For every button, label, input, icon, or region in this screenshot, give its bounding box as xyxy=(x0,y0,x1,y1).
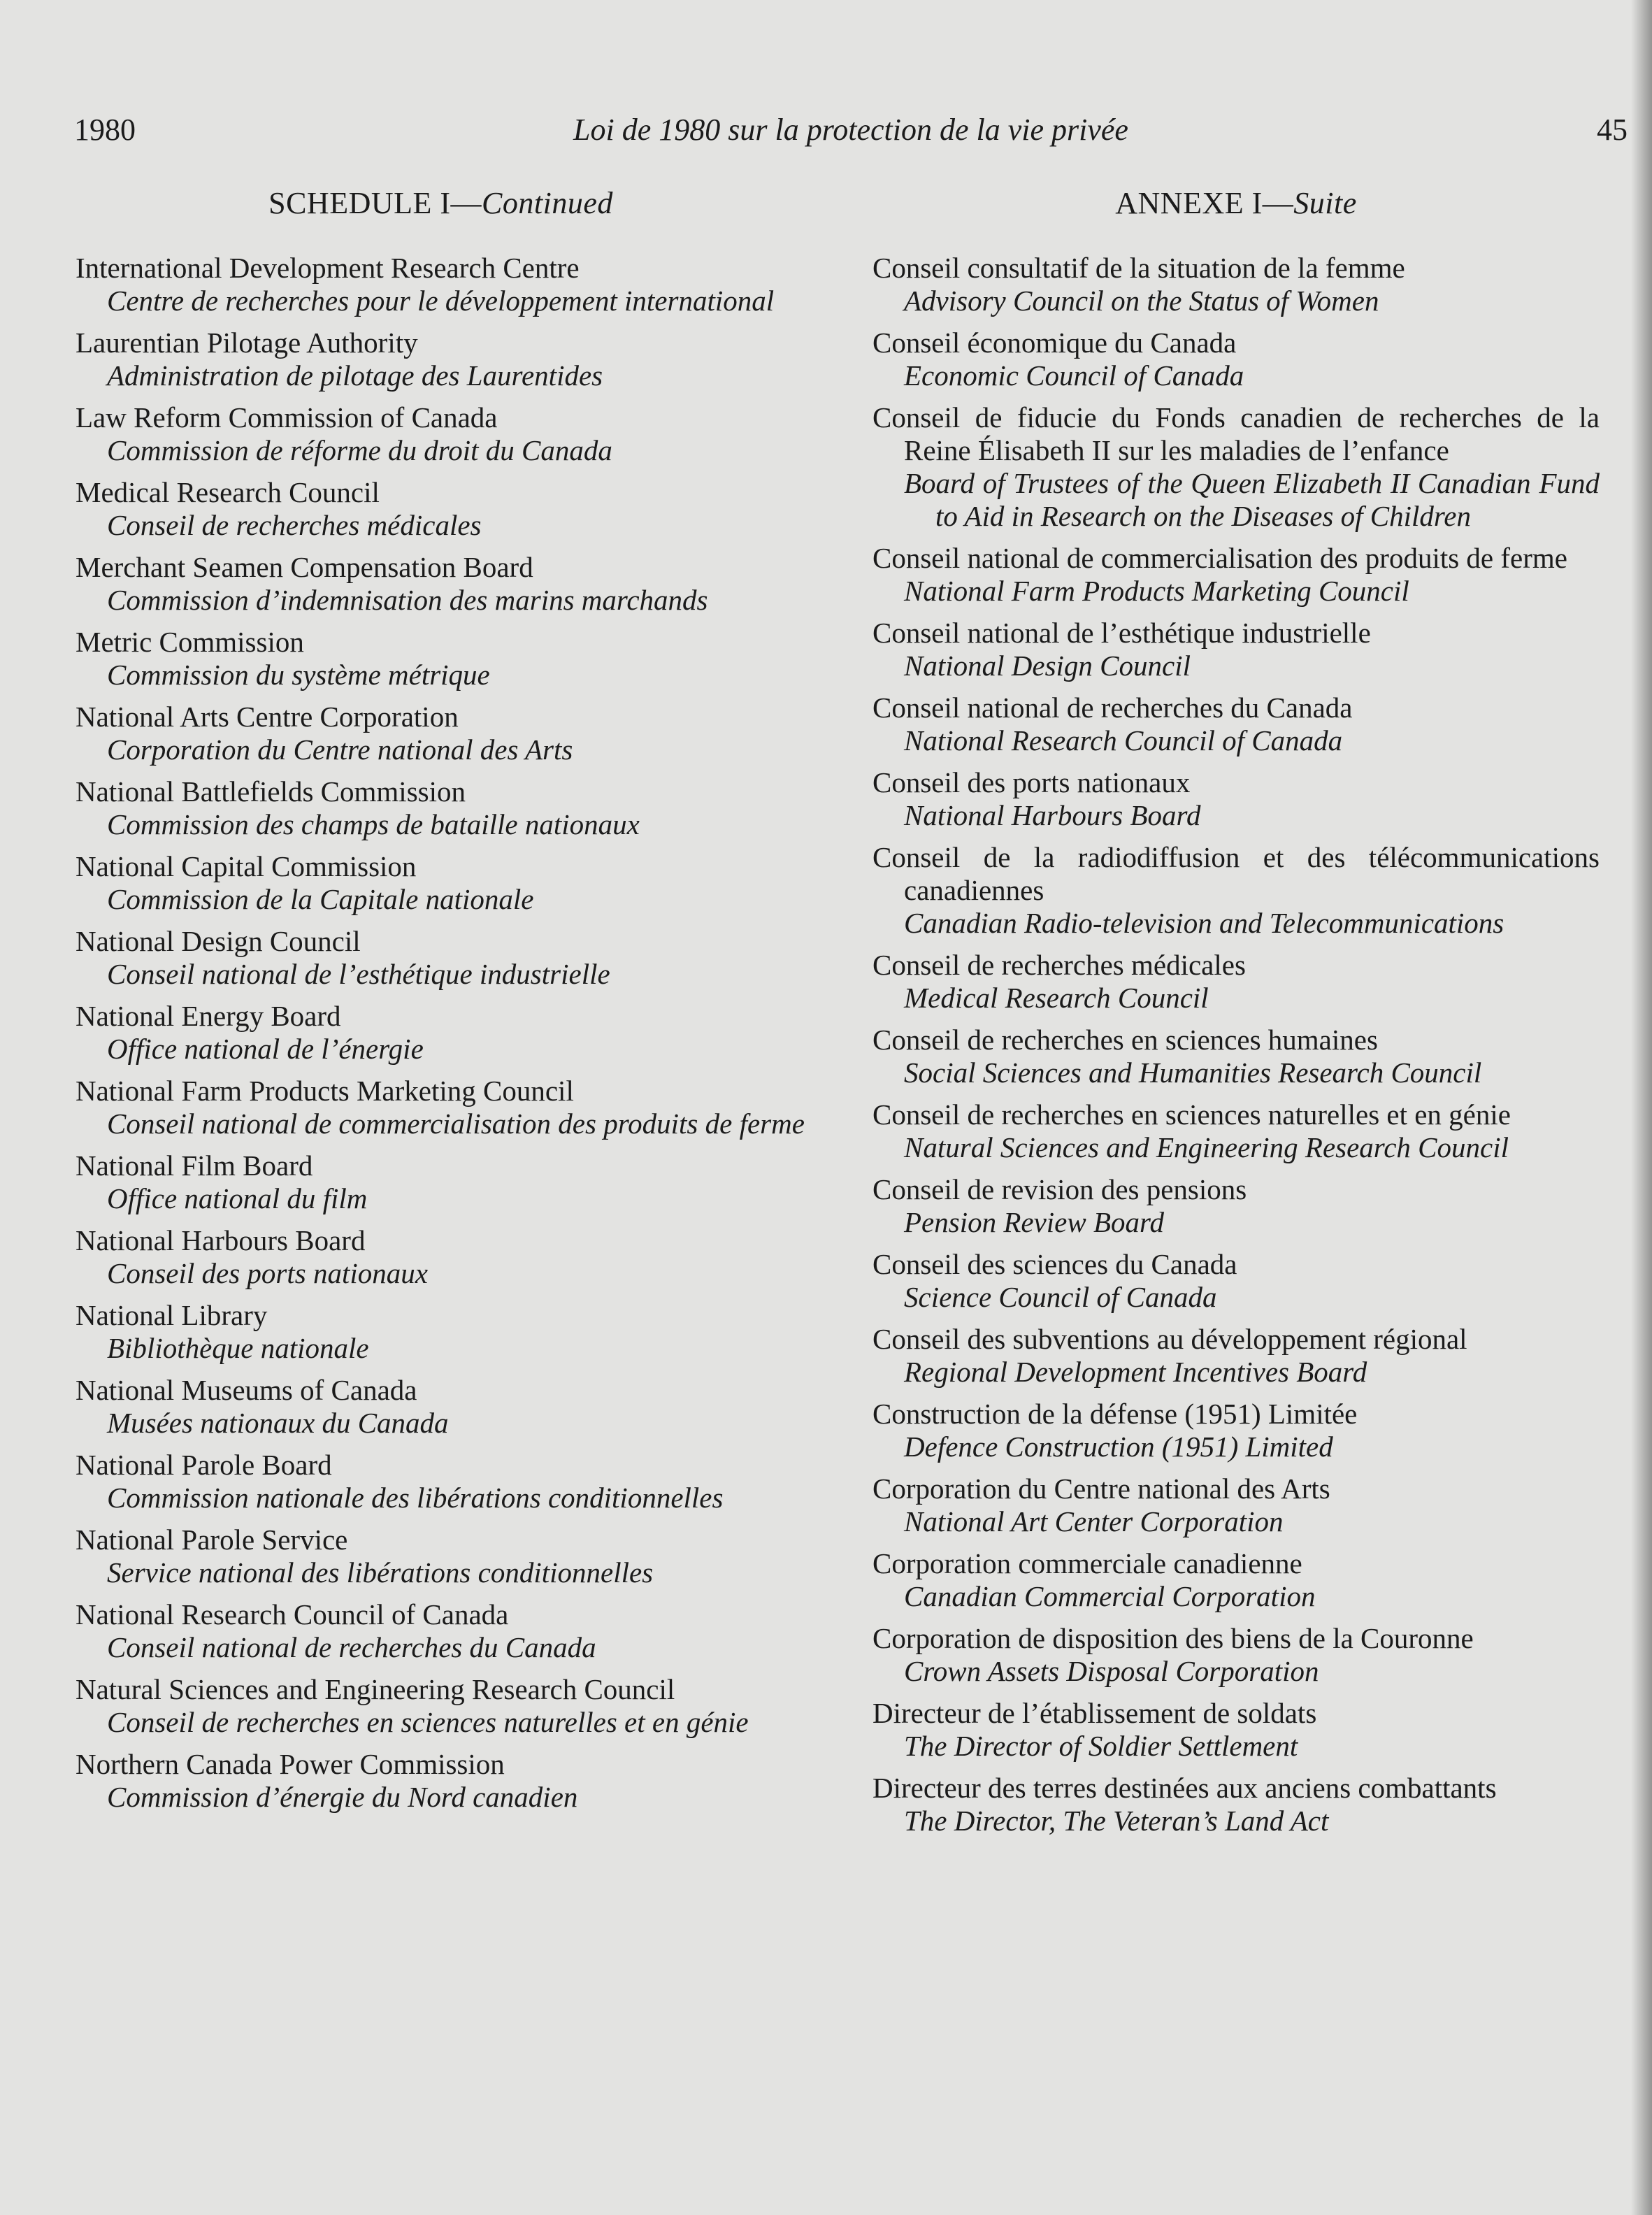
column-heading-left-main: SCHEDULE I— xyxy=(268,186,482,220)
schedule-entry xyxy=(76,401,806,467)
schedule-entry xyxy=(872,401,1600,533)
institution-translation: The Director, The Veteran’s Land Act xyxy=(904,1805,1329,1837)
institution-name: Conseil de la radiodiffusion et des télécommunications canadiennes xyxy=(872,841,1600,906)
schedule-entry xyxy=(76,1748,806,1814)
schedule-entry xyxy=(76,1075,806,1140)
institution-translation: National Farm Products Marketing Council xyxy=(904,575,1409,607)
institution-name: Conseil national de recherches du Canada xyxy=(872,691,1353,724)
institution-name: Corporation du Centre national des Arts xyxy=(872,1472,1330,1505)
institution-name: Directeur des terres destinées aux anciens combattants xyxy=(872,1772,1497,1804)
header-title: Loi de 1980 sur la protection de la vie privée xyxy=(573,113,1128,147)
running-header xyxy=(74,112,1628,154)
schedule-entry xyxy=(76,1000,806,1066)
institution-translation: Bibliothèque nationale xyxy=(107,1332,369,1364)
institution-name: Northern Canada Power Commission xyxy=(76,1748,505,1780)
schedule-entry xyxy=(872,1323,1600,1389)
institution-name: Natural Sciences and Engineering Research Council xyxy=(76,1673,675,1705)
schedule-entry xyxy=(76,701,806,766)
schedule-entry xyxy=(76,626,806,691)
schedule-entry xyxy=(872,1547,1600,1613)
institution-translation: Commission des champs de bataille nationaux xyxy=(107,808,640,840)
institution-translation: Centre de recherches pour le développement international xyxy=(107,285,775,317)
schedule-entry xyxy=(872,1173,1600,1239)
schedule-entry xyxy=(76,1299,806,1365)
institution-translation: Office national de l’énergie xyxy=(107,1033,424,1065)
institution-translation: Commission du système métrique xyxy=(107,659,490,691)
schedule-entry xyxy=(76,1673,806,1739)
institution-translation: Science Council of Canada xyxy=(904,1281,1217,1313)
header-year: 1980 xyxy=(74,113,136,147)
schedule-entry xyxy=(76,775,806,841)
schedule-entry xyxy=(872,617,1600,682)
entry-list-right xyxy=(872,252,1600,1837)
institution-name: Conseil des subventions au développement régional xyxy=(872,1323,1467,1355)
institution-name: National Library xyxy=(76,1299,268,1331)
column-heading-right-main: ANNEXE I— xyxy=(1115,186,1294,220)
institution-translation: Office national du film xyxy=(107,1182,368,1214)
institution-name: National Museums of Canada xyxy=(76,1374,417,1406)
page-edge-shadow xyxy=(1631,0,1652,2215)
institution-name: National Battlefields Commission xyxy=(76,775,466,808)
institution-translation: Defence Construction (1951) Limited xyxy=(904,1431,1333,1463)
schedule-entry xyxy=(76,327,806,392)
institution-name: National Harbours Board xyxy=(76,1224,366,1256)
schedule-entry xyxy=(76,1524,806,1589)
institution-translation: National Design Council xyxy=(904,650,1191,682)
institution-translation: Canadian Commercial Corporation xyxy=(904,1580,1316,1612)
schedule-entry xyxy=(76,1598,806,1664)
institution-translation: Conseil national de l’esthétique industrielle xyxy=(107,958,610,990)
institution-name: Conseil de recherches en sciences naturelles et en génie xyxy=(872,1098,1511,1131)
institution-translation: Corporation du Centre national des Arts xyxy=(107,733,573,766)
institution-name: Conseil national de commercialisation des produits de ferme xyxy=(872,542,1567,574)
institution-name: Conseil consultatif de la situation de la femme xyxy=(872,252,1405,284)
institution-translation: Advisory Council on the Status of Women xyxy=(904,285,1379,317)
schedule-entry xyxy=(872,1697,1600,1763)
schedule-entry xyxy=(872,1248,1600,1314)
column-heading-left-suffix: Continued xyxy=(482,186,613,220)
institution-translation: Musées nationaux du Canada xyxy=(107,1407,449,1439)
column-heading-right xyxy=(872,185,1600,221)
institution-translation: Commission de la Capitale nationale xyxy=(107,883,534,915)
institution-translation: Social Sciences and Humanities Research Council xyxy=(904,1056,1482,1089)
institution-name: Corporation de disposition des biens de la Couronne xyxy=(872,1622,1474,1654)
institution-translation: Commission nationale des libérations conditionnelles xyxy=(107,1482,724,1514)
schedule-entry xyxy=(872,1024,1600,1089)
institution-translation: Economic Council of Canada xyxy=(904,359,1244,392)
schedule-entry xyxy=(872,542,1600,608)
institution-name: National Design Council xyxy=(76,925,361,957)
institution-translation: National Harbours Board xyxy=(904,799,1201,831)
institution-translation: Regional Development Incentives Board xyxy=(904,1356,1367,1388)
schedule-entry xyxy=(872,1098,1600,1164)
institution-name: Conseil économique du Canada xyxy=(872,327,1237,359)
institution-translation: Administration de pilotage des Laurentides xyxy=(107,359,603,392)
institution-translation: Canadian Radio-television and Telecommunications xyxy=(904,907,1504,939)
institution-name: National Arts Centre Corporation xyxy=(76,701,459,733)
institution-translation: Board of Trustees of the Queen Elizabeth II Canadian Fund to Aid in Research on the Diseases of Children xyxy=(904,467,1600,532)
institution-translation: The Director of Soldier Settlement xyxy=(904,1730,1298,1762)
schedule-entry xyxy=(872,1622,1600,1688)
schedule-entry xyxy=(872,691,1600,757)
schedule-entry xyxy=(872,841,1600,940)
schedule-entry xyxy=(872,766,1600,832)
institution-name: Corporation commerciale canadienne xyxy=(872,1547,1302,1579)
column-heading-left xyxy=(76,185,806,221)
institution-translation: Conseil des ports nationaux xyxy=(107,1257,428,1289)
institution-name: National Farm Products Marketing Council xyxy=(76,1075,574,1107)
institution-translation: Conseil de recherches en sciences naturelles et en génie xyxy=(107,1706,749,1738)
schedule-entry xyxy=(76,1224,806,1290)
schedule-entry xyxy=(872,252,1600,317)
institution-name: National Research Council of Canada xyxy=(76,1598,509,1630)
institution-name: Construction de la défense (1951) Limitée xyxy=(872,1398,1358,1430)
institution-name: Law Reform Commission of Canada xyxy=(76,401,498,433)
institution-translation: Natural Sciences and Engineering Research Council xyxy=(904,1131,1509,1163)
institution-name: National Capital Commission xyxy=(76,850,417,882)
institution-name: Conseil des ports nationaux xyxy=(872,766,1191,798)
schedule-entry xyxy=(872,949,1600,1015)
institution-name: National Parole Board xyxy=(76,1449,332,1481)
institution-name: International Development Research Centre xyxy=(76,252,580,284)
schedule-entry xyxy=(872,1398,1600,1463)
schedule-column-french xyxy=(872,185,1600,1847)
institution-name: National Energy Board xyxy=(76,1000,341,1032)
entry-list-left xyxy=(76,252,806,1814)
schedule-entry xyxy=(76,1149,806,1215)
schedule-entry xyxy=(76,925,806,991)
institution-translation: Conseil national de recherches du Canada xyxy=(107,1631,596,1663)
institution-name: Conseil de recherches médicales xyxy=(872,949,1246,981)
institution-translation: National Art Center Corporation xyxy=(904,1505,1284,1537)
institution-translation: Conseil de recherches médicales xyxy=(107,509,482,541)
schedule-entry xyxy=(872,1772,1600,1837)
institution-translation: Medical Research Council xyxy=(904,982,1209,1014)
institution-name: National Parole Service xyxy=(76,1524,348,1556)
column-heading-right-suffix: Suite xyxy=(1293,186,1357,220)
institution-name: National Film Board xyxy=(76,1149,313,1182)
schedule-entry xyxy=(76,1374,806,1440)
schedule-entry xyxy=(76,850,806,916)
schedule-entry xyxy=(872,327,1600,392)
schedule-entry xyxy=(76,1449,806,1514)
institution-name: Laurentian Pilotage Authority xyxy=(76,327,418,359)
page-number: 45 xyxy=(1597,113,1628,147)
institution-translation: Commission de réforme du droit du Canada xyxy=(107,434,612,466)
institution-name: Conseil de recherches en sciences humaines xyxy=(872,1024,1378,1056)
institution-name: Conseil de fiducie du Fonds canadien de recherches de la Reine Élisabeth II sur les maladies de l’enfance xyxy=(872,401,1600,466)
schedule-column-english xyxy=(76,185,806,1823)
institution-translation: Crown Assets Disposal Corporation xyxy=(904,1655,1319,1687)
institution-translation: Commission d’énergie du Nord canadien xyxy=(107,1781,578,1813)
institution-translation: National Research Council of Canada xyxy=(904,724,1343,757)
institution-name: Merchant Seamen Compensation Board xyxy=(76,551,533,583)
schedule-entry xyxy=(76,252,806,317)
institution-translation: Conseil national de commercialisation des produits de ferme xyxy=(107,1108,805,1140)
institution-name: Directeur de l’établissement de soldats xyxy=(872,1697,1317,1729)
institution-translation: Pension Review Board xyxy=(904,1206,1164,1238)
schedule-entry xyxy=(76,476,806,542)
institution-name: Conseil national de l’esthétique industrielle xyxy=(872,617,1371,649)
schedule-entry xyxy=(872,1472,1600,1538)
institution-translation: Commission d’indemnisation des marins marchands xyxy=(107,584,708,616)
institution-name: Medical Research Council xyxy=(76,476,380,508)
institution-translation: Service national des libérations conditionnelles xyxy=(107,1556,654,1589)
institution-name: Conseil des sciences du Canada xyxy=(872,1248,1237,1280)
institution-name: Metric Commission xyxy=(76,626,304,658)
schedule-entry xyxy=(76,551,806,617)
institution-name: Conseil de revision des pensions xyxy=(872,1173,1247,1205)
